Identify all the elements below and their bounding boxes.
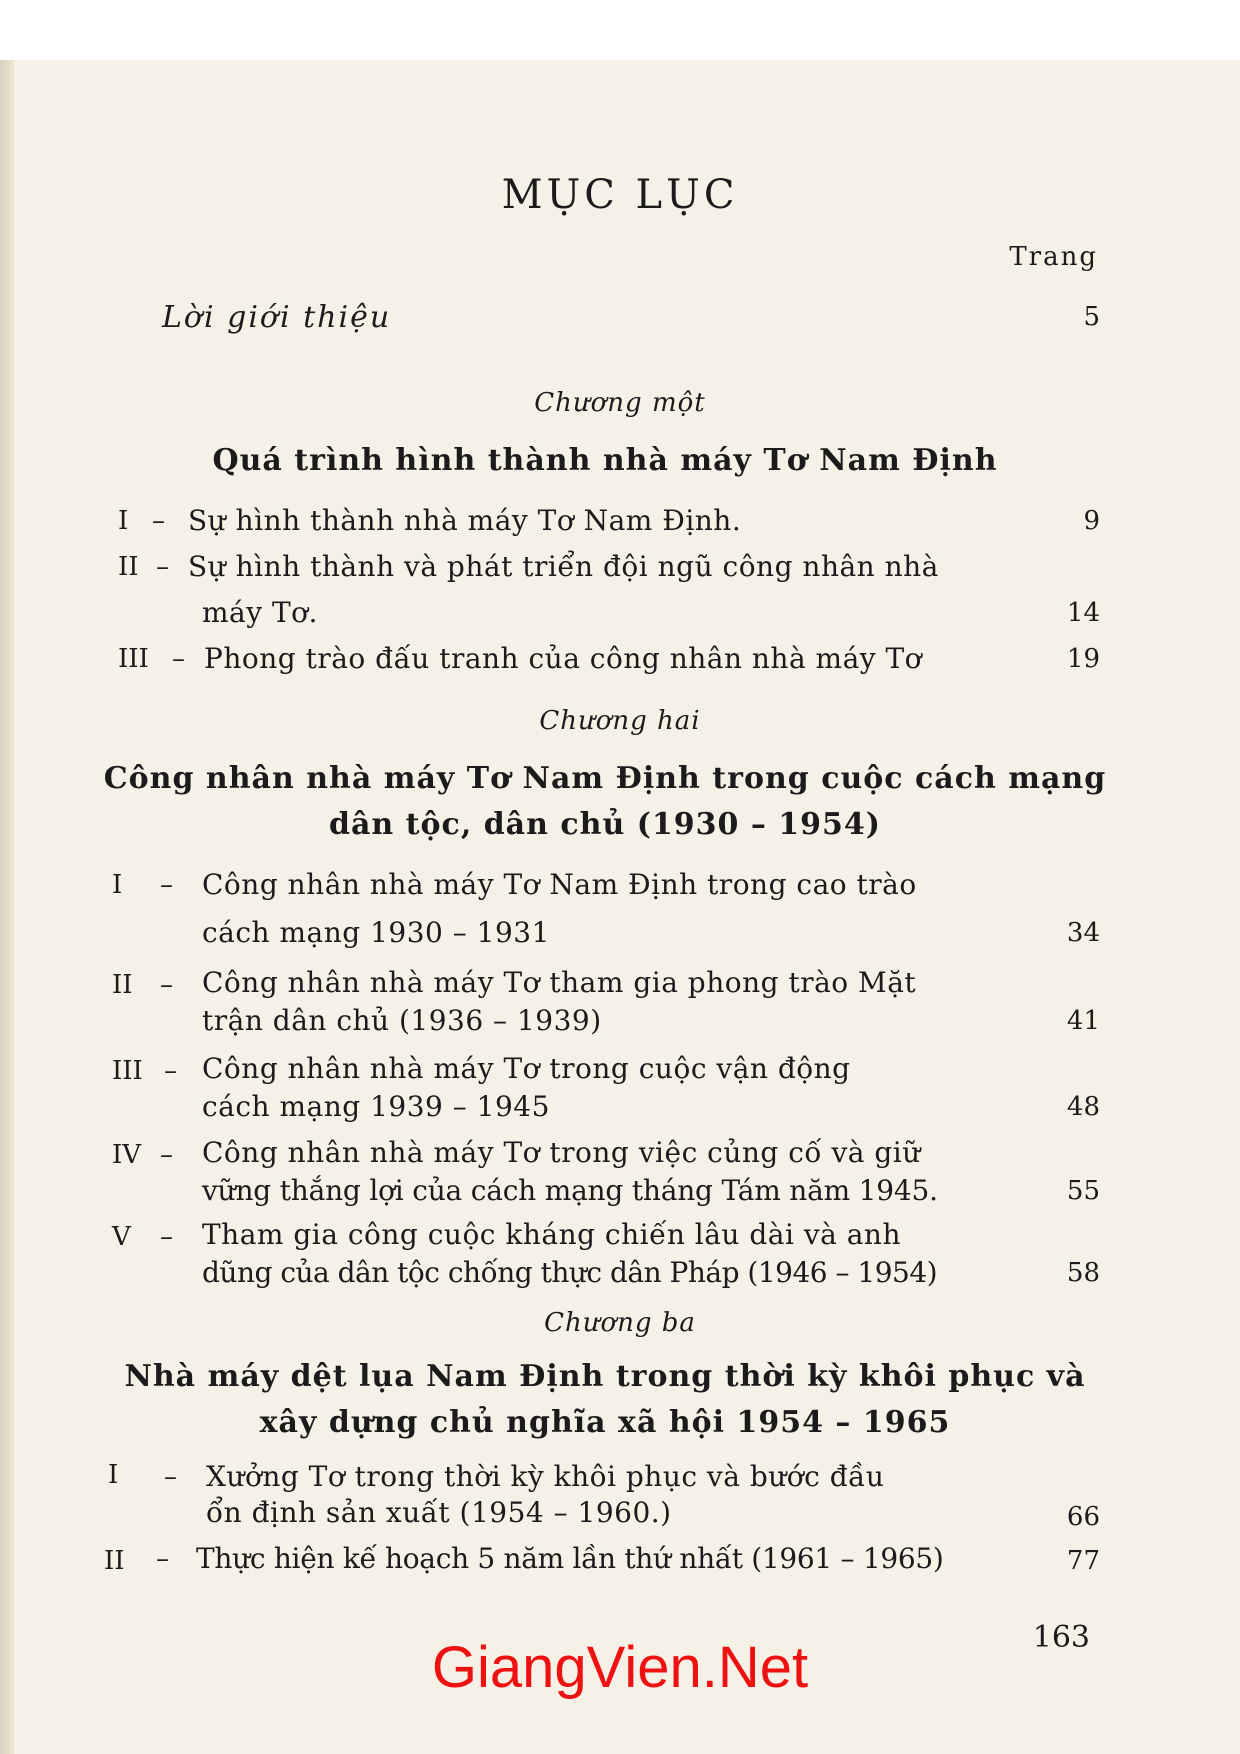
entry-page: 66 [1066, 1502, 1100, 1532]
chapter-3-title: Nhà máy dệt lụa Nam Định trong thời kỳ khôi phục và xây dựng chủ nghĩa xã hội 1954 – 1965 [124, 1359, 1086, 1440]
entry-text: Công nhân nhà máy Tơ trong việc củng cố và giữ [202, 1136, 921, 1169]
entry-roman: II [112, 970, 133, 1000]
toc-title: MỤC LỤC [501, 172, 739, 218]
entry-text: Thực hiện kế hoạch 5 năm lần thứ nhất (1961 – 1965) [196, 1542, 944, 1575]
entry-page: 41 [1066, 1006, 1100, 1036]
watermark: GiangVien.Net [431, 1635, 809, 1700]
entry-dash: – [156, 1544, 169, 1574]
entry-roman: II [118, 552, 139, 582]
entry-page: 9 [1083, 506, 1100, 536]
entry-text: Phong trào đấu tranh của công nhân nhà máy Tơ [204, 642, 923, 675]
entry-text-continued: máy Tơ. [202, 596, 318, 629]
entry-dash: – [152, 506, 165, 536]
entry-dash: – [160, 1222, 173, 1252]
entry-text: Công nhân nhà máy Tơ tham gia phong trào Mặt [202, 966, 917, 999]
entry-text: Sự hình thành nhà máy Tơ Nam Định. [188, 504, 742, 537]
entry-roman: IV [112, 1140, 142, 1170]
chapter-1-title: Quá trình hình thành nhà máy Tơ Nam Định [212, 443, 998, 478]
page-number: 163 [1032, 1620, 1090, 1655]
entry-text: Sự hình thành và phát triển đội ngũ công nhân nhà [188, 550, 939, 583]
chapter-2-title: Công nhân nhà máy Tơ Nam Định trong cuộc cách mạng dân tộc, dân chủ (1930 – 1954) [103, 761, 1107, 842]
entry-text-continued: cách mạng 1930 – 1931 [202, 916, 550, 949]
entry-text: Xưởng Tơ trong thời kỳ khôi phục và bước đầu [206, 1460, 885, 1493]
entry-page: 48 [1066, 1092, 1100, 1122]
entry-page: 19 [1066, 644, 1100, 674]
entry-roman: V [112, 1222, 131, 1252]
chapter-3-label: Chương ba [544, 1308, 696, 1338]
entry-page: 58 [1066, 1258, 1100, 1288]
entry-dash: – [156, 552, 169, 582]
entry-text: Công nhân nhà máy Tơ Nam Định trong cao trào [202, 868, 917, 901]
entry-page: 55 [1066, 1176, 1100, 1206]
entry-page: 14 [1066, 598, 1100, 628]
chapter-1-label: Chương một [534, 388, 706, 418]
entry-text: Tham gia công cuộc kháng chiến lâu dài và anh [202, 1218, 901, 1251]
entry-dash: – [160, 1140, 173, 1170]
entry-text-continued: dũng của dân tộc chống thực dân Pháp (1946 – 1954) [202, 1256, 938, 1289]
page-column-header: Trang [1009, 242, 1098, 272]
entry-roman: I [112, 870, 123, 900]
entry-roman: III [118, 644, 149, 674]
entry-dash: – [172, 644, 185, 674]
entry-dash: – [164, 1056, 177, 1086]
entry-text-continued: vững thắng lợi của cách mạng tháng Tám năm 1945. [202, 1174, 938, 1207]
entry-dash: – [160, 970, 173, 1000]
entry-text: Công nhân nhà máy Tơ trong cuộc vận động [202, 1052, 851, 1085]
entry-roman: I [118, 506, 129, 536]
page-binding-edge [0, 60, 14, 1754]
entry-dash: – [164, 1462, 177, 1492]
entry-roman: II [104, 1546, 125, 1576]
entry-dash: – [160, 870, 173, 900]
entry-text-continued: trận dân chủ (1936 – 1939) [202, 1004, 602, 1037]
entry-text-continued: cách mạng 1939 – 1945 [202, 1090, 550, 1123]
entry-text-continued: ổn định sản xuất (1954 – 1960.) [206, 1496, 672, 1529]
entry-roman: III [112, 1056, 143, 1086]
intro-entry: Lời giới thiệu [162, 300, 392, 335]
entry-page: 34 [1066, 918, 1100, 948]
chapter-2-label: Chương hai [539, 706, 701, 736]
entry-roman: I [108, 1460, 119, 1490]
entry-page: 77 [1066, 1546, 1100, 1576]
intro-page: 5 [1083, 302, 1100, 332]
